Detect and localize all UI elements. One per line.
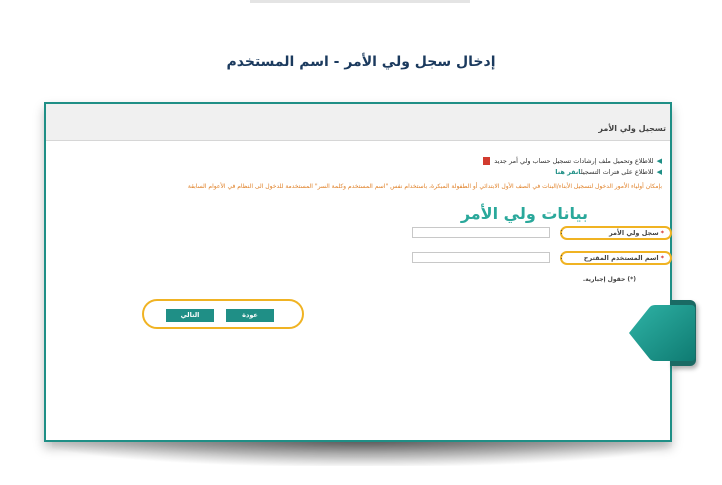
panel-title: تسجيل ولي الأمر	[598, 124, 666, 133]
click-here-link[interactable]: انقر هنا	[555, 168, 581, 176]
form-title: بيانات ولي الأمر	[460, 204, 588, 223]
field-colon: :	[560, 252, 563, 261]
top-divider	[250, 0, 470, 3]
triangle-bullet-icon: ◀	[656, 157, 662, 165]
next-button[interactable]: التالي	[166, 309, 214, 322]
triangle-bullet-icon: ◀	[656, 168, 662, 176]
guide-link-row[interactable]	[483, 157, 662, 165]
guardian-record-label-text: سجل ولي الأمر	[608, 229, 659, 237]
side-arrow-tab	[629, 304, 696, 362]
buttons-highlight	[142, 299, 304, 329]
field-colon: :	[560, 227, 563, 236]
username-input[interactable]	[412, 252, 550, 263]
periods-link-row[interactable]	[555, 168, 662, 176]
username-label-text: اسم المستخدم المقترح	[583, 254, 659, 262]
registration-panel	[44, 102, 672, 442]
back-button[interactable]: عودة	[226, 309, 274, 322]
periods-link-text: للاطلاع على فترات التسجيل	[580, 168, 654, 176]
panel-header	[46, 104, 670, 141]
username-label	[560, 251, 672, 265]
guardian-record-label	[560, 226, 672, 240]
panel-shadow	[52, 440, 672, 466]
required-star: *	[660, 254, 664, 262]
guardian-record-row	[412, 226, 672, 240]
guardian-record-input[interactable]	[412, 227, 550, 238]
notice-text: بإمكان أولياء الأمور الدخول لتسجيل الأبناء/البنات في الصف الأول الابتدائي أو الطفولة المبكرة، باستخدام نفس "اسم المستخدم وكلمة السر" المستخدمة للدخول الى النظام في الأعوام السابقة	[187, 183, 662, 190]
username-row	[412, 251, 672, 265]
required-star: *	[660, 229, 664, 237]
required-fields-note: (*) حقول إجبارية.	[582, 276, 636, 283]
page-heading: إدخال سجل ولي الأمر - اسم المستخدم	[226, 54, 496, 70]
pdf-icon[interactable]	[483, 157, 490, 165]
guide-link-text[interactable]: للاطلاع وتحميل ملف إرشادات تسجيل حساب ولي أمر جديد	[494, 157, 654, 165]
